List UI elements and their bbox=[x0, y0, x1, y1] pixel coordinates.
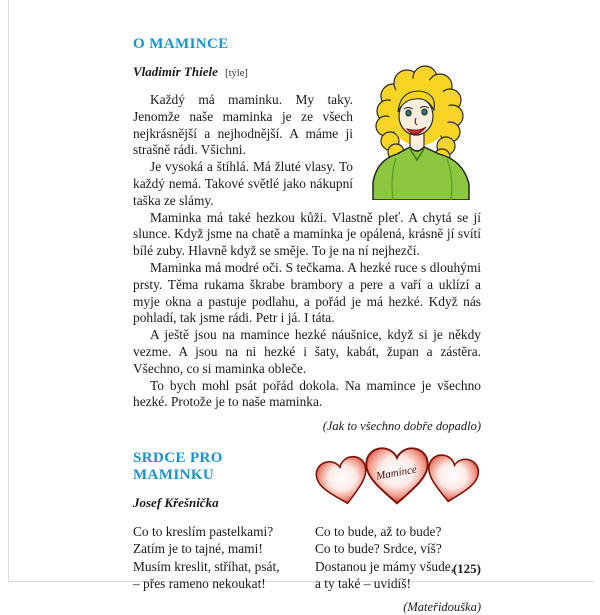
page-content bbox=[133, 26, 481, 615]
article-srdce-pro-maminku bbox=[133, 450, 481, 615]
article-o-mamince bbox=[133, 36, 481, 434]
hearts-icon bbox=[313, 446, 481, 508]
poem-line: Co to bude, až to bude? bbox=[315, 524, 442, 540]
article1-title: O MAMINCE bbox=[133, 36, 229, 52]
paragraph: Maminka má také hezkou kůži. Vlastně pleť. A chytá se jí slunce. Když jsme na chatě a maminka je opálená, krásně jí svítí bílé zuby. Hlavně když se směje. To je na ní nejhezčí. bbox=[133, 209, 481, 259]
article2-author: Josef Křešnička bbox=[133, 495, 219, 511]
paragraph: Každý má maminku. My taky. Jenomže naše maminka je ze všech nejkrásnější a nejhodnější. A máme ji strašně rádi. Všichni. bbox=[133, 92, 353, 158]
poem-stanza-left bbox=[133, 523, 315, 592]
page-edge-left bbox=[8, 0, 9, 582]
hearts-label: Mamince bbox=[375, 463, 418, 483]
hearts-illustration bbox=[313, 446, 481, 508]
poem-line: a ty také – uvidíš! bbox=[315, 575, 411, 591]
article1-author: Vladimír Thiele bbox=[133, 64, 218, 79]
article2-title: SRDCE PRO MAMINKU bbox=[133, 450, 223, 484]
poem bbox=[133, 523, 481, 592]
paragraph: Je vysoká a štíhlá. Má žluté vlasy. To každý nemá. Takové světlé jako nákupní taška ze slámy. bbox=[133, 159, 353, 208]
poem-stanza-right bbox=[315, 523, 454, 592]
poem-line: – přes rameno nekoukat! bbox=[133, 575, 266, 591]
mother-illustration bbox=[363, 64, 481, 200]
page-number: (125) bbox=[452, 561, 481, 576]
woman-portrait-icon bbox=[363, 64, 481, 200]
paragraph: A ještě jsou na mamince hezké náušnice, když si je někdy vezme. A jsou na ni hezké i šaty, kabát, župan a zástěra. Všechno, co si maminka obleče. bbox=[133, 327, 481, 376]
paragraph: To bych mohl psát pořád dokola. Na mamince je všechno hezké. Protože je to naše maminka. bbox=[133, 377, 481, 410]
article1-source: (Jak to všechno dobře dopadlo) bbox=[322, 419, 481, 434]
poem-line: Musím kreslit, stříhat, psát, bbox=[133, 558, 280, 574]
poem-line: Dostanou je mámy všude, bbox=[315, 558, 455, 574]
poem-line: Zatím je to tajné, mami! bbox=[133, 541, 263, 557]
poem-line: Co to bude? Srdce, víš? bbox=[315, 541, 442, 557]
article1-author-pronunciation: [týle] bbox=[225, 68, 248, 79]
poem-line: Co to kreslím pastelkami? bbox=[133, 524, 274, 540]
article2-source: (Mateřidouška) bbox=[403, 599, 481, 614]
paragraph: Maminka má modré oči. S tečkama. A hezké ruce s dlouhými prsty. Těma rukama škrabe brambory a pere a vaří a uklízí a myje okna a pastuje podlahu, a pořád je má hezké. Když nás pohladí, tak jsme rádi. Petr i já. I táta. bbox=[133, 259, 481, 326]
